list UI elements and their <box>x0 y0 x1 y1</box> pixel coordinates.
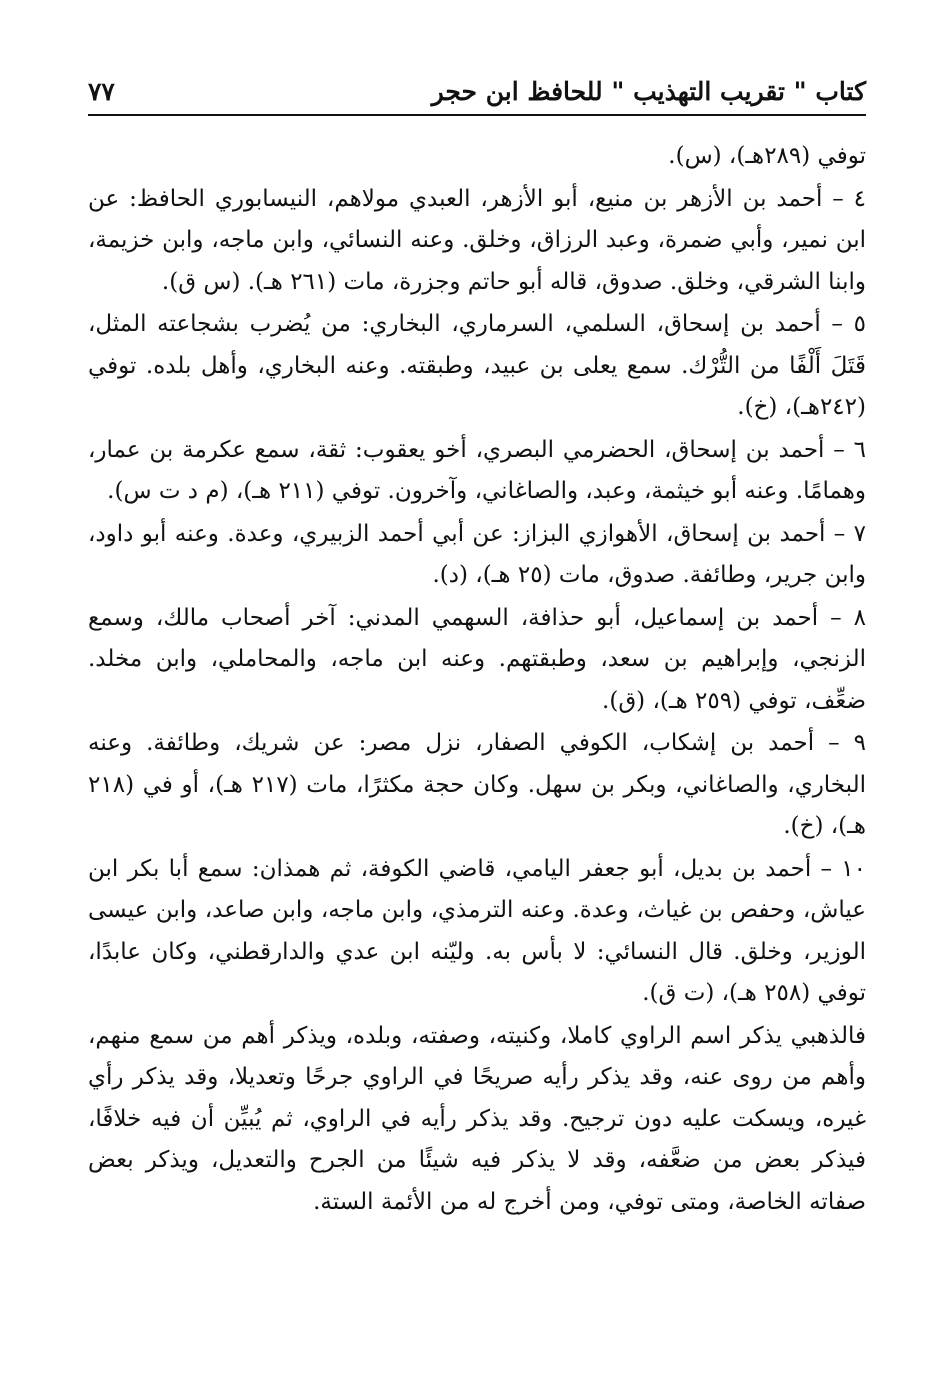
entry-6: ٦ – أحمد بن إسحاق، الحضرمي البصري، أخو يعقوب: ثقة، سمع عكرمة بن عمار، وهمامًا. وعنه أبو خيثمة، وعبد، والصاغاني، وآخرون. توفي (٢١١ هـ)، (م د ت س). <box>88 436 866 504</box>
page-body <box>88 136 866 1223</box>
entry-4: ٤ – أحمد بن الأزهر بن منيع، أبو الأزهر، العبدي مولاهم، النيسابوري الحافظ: عن ابن نمير، وأبي ضمرة، وعبد الرزاق، وخلق. وعنه النسائي، وابن ماجه، وابن خزيمة، وابنا الشرقي، وخلق. صدوق، قاله أبو حاتم وجزرة، مات (٢٦١ هـ). (س ق). <box>88 185 866 295</box>
commentary-paragraph: فالذهبي يذكر اسم الراوي كاملا، وكنيته، وصفته، وبلده، ويذكر أهم من سمع منهم، وأهم من روى عنه، وقد يذكر رأيه صريحًا في الراوي جرحًا وتعديلا، وقد يذكر رأي غيره، ويسكت عليه دون ترجيح. وقد يذكر رأيه في الراوي، ثم يُبيِّن أن فيه خلافًا، فيذكر بعض من ضعَّفه، وقد لا يذكر فيه شيئًا من الجرح والتعديل، ويذكر بعض صفاته الخاصة، ومتى توفي، ومن أخرج له من الأئمة الستة. <box>88 1022 866 1215</box>
header-title: كتاب " تقريب التهذيب " للحافظ ابن حجر <box>431 77 866 106</box>
running-header <box>88 60 866 116</box>
entry-9: ٩ – أحمد بن إشكاب، الكوفي الصفار، نزل مصر: عن شريك، وطائفة. وعنه البخاري، والصاغاني، وبكر بن سهل. وكان حجة مكثرًا، مات (٢١٧ هـ)، أو في (٢١٨ هـ)، (خ). <box>88 730 866 839</box>
page-number: ٧٧ <box>88 77 115 106</box>
book-page <box>88 60 866 1360</box>
entry-10: ١٠ – أحمد بن بديل، أبو جعفر اليامي، قاضي الكوفة، ثم همذان: سمع أبا بكر ابن عياش، وحفص بن غياث، وعدة. وعنه الترمذي، وابن ماجه، وابن صاعد، وابن عيسى الوزير، وخلق. قال النسائي: لا بأس به. وليّنه ابن عدي والدارقطني، وكان عابدًا، توفي (٢٥٨ هـ)، (ت ق). <box>88 855 866 1006</box>
entry-7: ٧ – أحمد بن إسحاق، الأهوازي البزاز: عن أبي أحمد الزبيري، وعدة. وعنه أبو داود، وابن جرير، وطائفة. صدوق، مات (٢٥ هـ)، (د). <box>88 520 866 588</box>
entry-continuation: توفي (٢٨٩هـ)، (س). <box>668 143 866 169</box>
entry-5: ٥ – أحمد بن إسحاق، السلمي، السرماري، البخاري: من يُضرب بشجاعته المثل، قَتَلَ أَلْفًا من التُّرْك. سمع يعلى بن عبيد، وطبقته. وعنه البخاري، وأهل بلده. توفي (٢٤٢هـ)، (خ). <box>88 311 866 420</box>
entry-8: ٨ – أحمد بن إسماعيل، أبو حذافة، السهمي المدني: آخر أصحاب مالك، وسمع الزنجي، وإبراهيم بن سعد، وطبقتهم. وعنه ابن ماجه، والمحاملي، وابن مخلد. ضعِّف، توفي (٢٥٩ هـ)، (ق). <box>88 604 866 714</box>
